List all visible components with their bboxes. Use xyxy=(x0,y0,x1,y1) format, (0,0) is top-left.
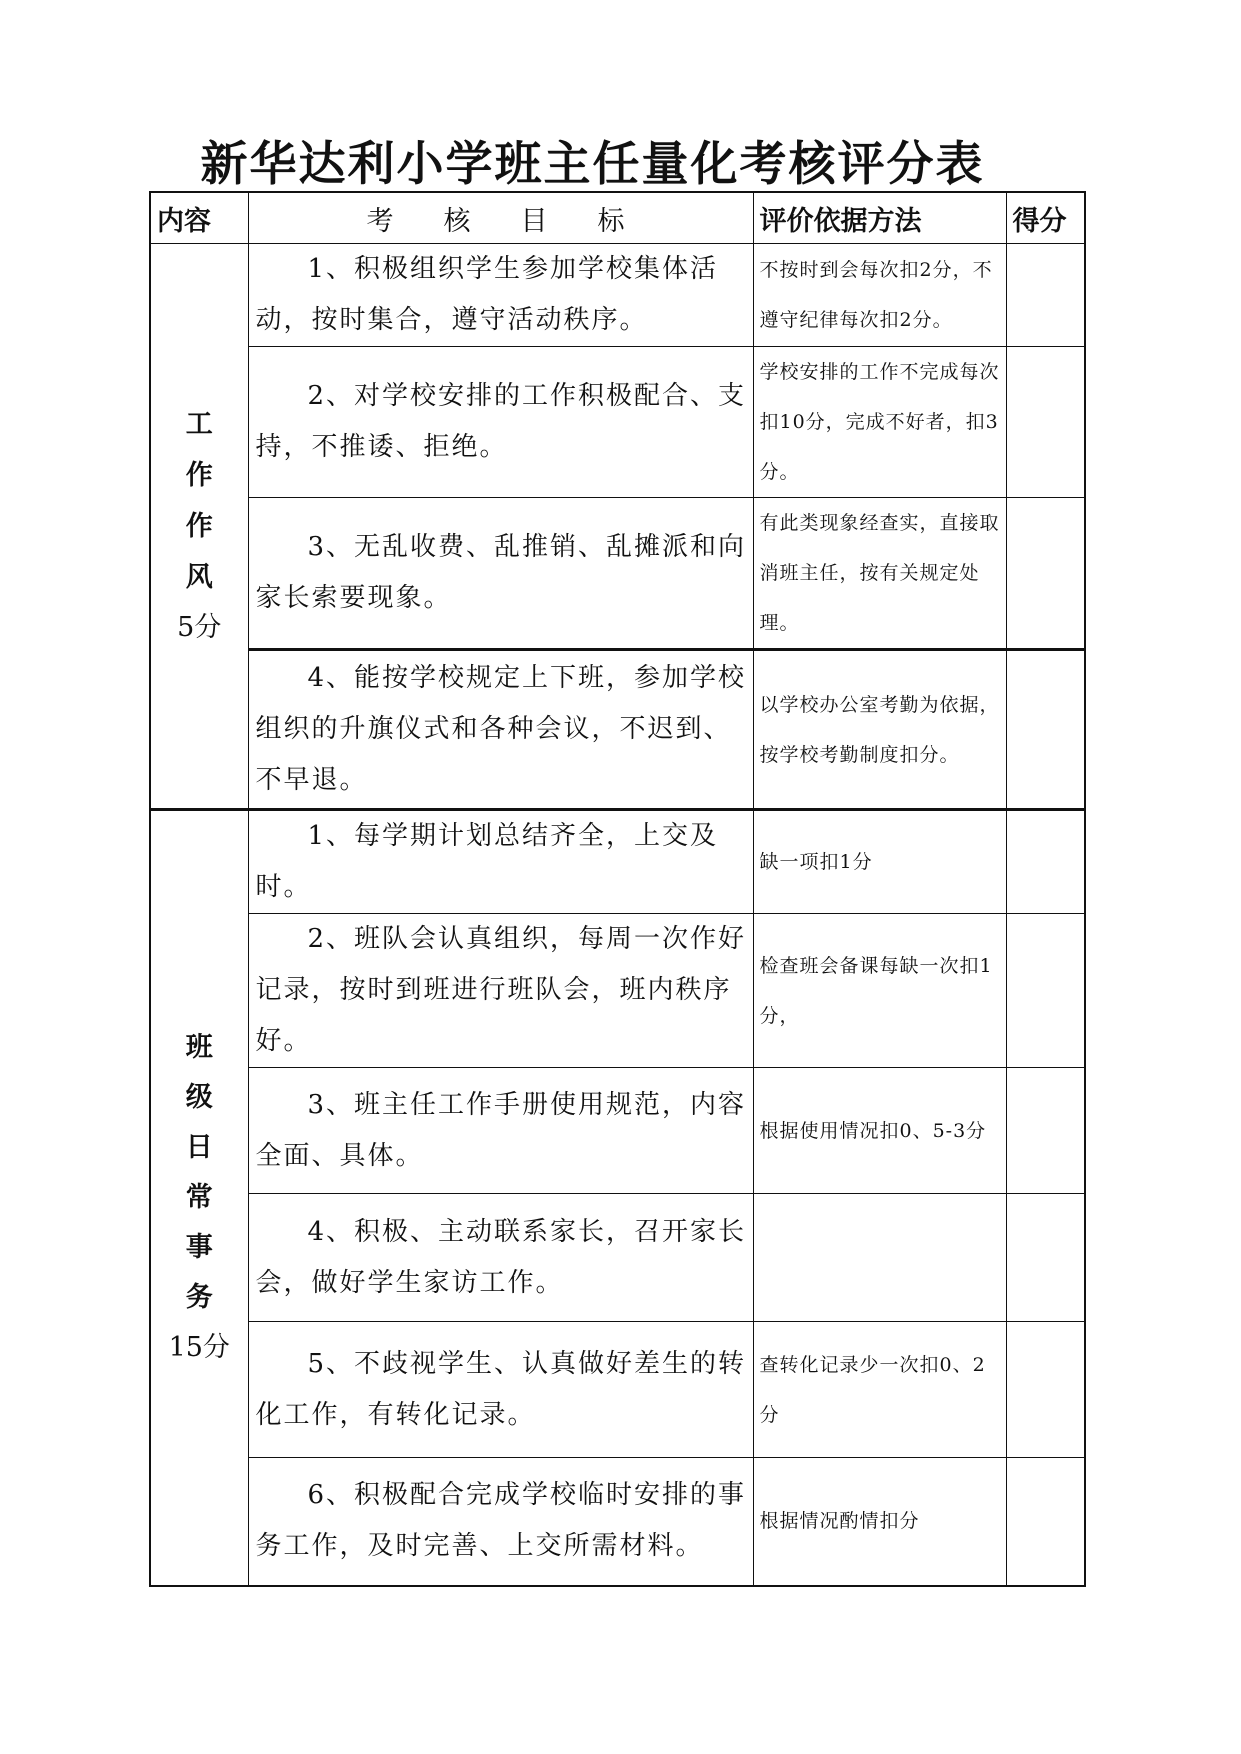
table-row xyxy=(150,244,1085,347)
method-cell xyxy=(753,1194,1006,1322)
table-row xyxy=(150,1322,1085,1458)
score-cell[interactable] xyxy=(1006,1068,1085,1194)
table-row xyxy=(150,650,1085,810)
method-cell: 根据使用情况扣0、5-3分 xyxy=(753,1068,1006,1194)
score-cell[interactable] xyxy=(1006,650,1085,810)
method-cell: 有此类现象经查实，直接取消班主任，按有关规定处理。 xyxy=(753,498,1006,650)
page-title: 新华达利小学班主任量化考核评分表 xyxy=(200,137,985,192)
category-points: 5分 xyxy=(177,612,222,643)
target-cell: 3、班主任工作手册使用规范，内容全面、具体。 xyxy=(248,1068,753,1194)
evaluation-table xyxy=(149,191,1086,1587)
target-cell: 1、每学期计划总结齐全，上交及时。 xyxy=(248,810,753,914)
category-label: 班级日常事务 xyxy=(185,1031,213,1313)
target-cell: 3、无乱收费、乱推销、乱摊派和向家长索要现象。 xyxy=(248,498,753,650)
target-cell: 2、班队会认真组织，每周一次作好记录，按时到班进行班队会，班内秩序好。 xyxy=(248,914,753,1068)
target-cell: 4、积极、主动联系家长，召开家长会，做好学生家访工作。 xyxy=(248,1194,753,1322)
category-cell xyxy=(150,244,248,810)
method-cell: 检查班会备课每缺一次扣1分， xyxy=(753,914,1006,1068)
table-row xyxy=(150,914,1085,1068)
method-cell: 根据情况酌情扣分 xyxy=(753,1458,1006,1586)
header-content: 内容 xyxy=(150,192,248,244)
target-cell: 5、不歧视学生、认真做好差生的转化工作，有转化记录。 xyxy=(248,1322,753,1458)
header-score: 得分 xyxy=(1006,192,1085,244)
score-cell[interactable] xyxy=(1006,1194,1085,1322)
table-row xyxy=(150,1458,1085,1586)
table-row xyxy=(150,1068,1085,1194)
target-cell: 4、能按学校规定上下班，参加学校组织的升旗仪式和各种会议，不迟到、不早退。 xyxy=(248,650,753,810)
score-cell[interactable] xyxy=(1006,1458,1085,1586)
target-cell: 1、积极组织学生参加学校集体活动，按时集合，遵守活动秩序。 xyxy=(248,244,753,347)
method-cell: 以学校办公室考勤为依据，按学校考勤制度扣分。 xyxy=(753,650,1006,810)
method-cell: 不按时到会每次扣2分，不遵守纪律每次扣2分。 xyxy=(753,244,1006,347)
score-cell[interactable] xyxy=(1006,1322,1085,1458)
score-cell[interactable] xyxy=(1006,498,1085,650)
score-cell[interactable] xyxy=(1006,810,1085,914)
category-label: 工作作风 xyxy=(185,409,213,593)
target-cell: 2、对学校安排的工作积极配合、支持，不推诿、拒绝。 xyxy=(248,347,753,498)
method-cell: 查转化记录少一次扣0、2分 xyxy=(753,1322,1006,1458)
table-row xyxy=(150,1194,1085,1322)
score-cell[interactable] xyxy=(1006,347,1085,498)
category-points: 15分 xyxy=(168,1331,230,1363)
header-method: 评价依据方法 xyxy=(753,192,1006,244)
target-cell: 6、积极配合完成学校临时安排的事务工作，及时完善、上交所需材料。 xyxy=(248,1458,753,1586)
category-cell xyxy=(150,810,248,1586)
method-cell: 缺一项扣1分 xyxy=(753,810,1006,914)
header-row xyxy=(150,192,1085,244)
method-cell: 学校安排的工作不完成每次扣10分，完成不好者，扣3分。 xyxy=(753,347,1006,498)
header-target: 考核目标 xyxy=(248,192,753,244)
table-row xyxy=(150,498,1085,650)
score-cell[interactable] xyxy=(1006,914,1085,1068)
table-row xyxy=(150,810,1085,914)
table-row xyxy=(150,347,1085,498)
score-cell[interactable] xyxy=(1006,244,1085,347)
